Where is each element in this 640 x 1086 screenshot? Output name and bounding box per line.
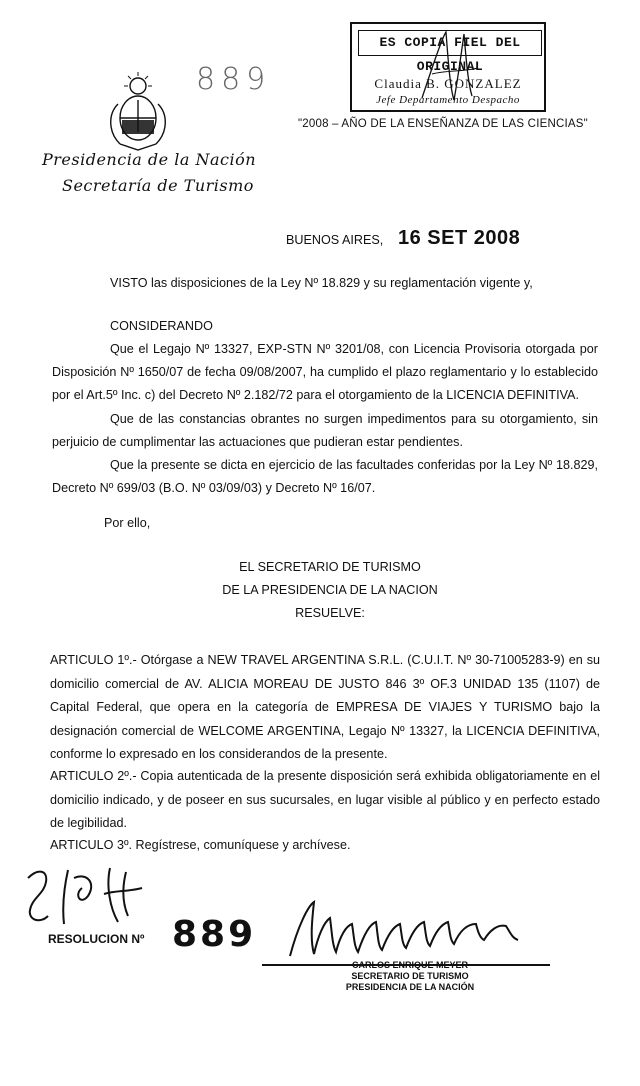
coat-of-arms-icon <box>104 70 172 152</box>
signer-name: CARLOS ENRIQUE MEYER <box>351 960 468 970</box>
signer-block <box>330 960 490 993</box>
por-ello: Por ello, <box>104 516 151 530</box>
signer-title-2: PRESIDENCIA DE LA NACIÓN <box>345 982 475 992</box>
considerando-heading: CONSIDERANDO <box>110 319 213 333</box>
article-1: ARTICULO 1º.- Otórgase a NEW TRAVEL ARGENTINA S.R.L. (C.U.I.T. Nº 30-71005283-9) en su domicilio comercial de AV. ALICIA MOREAU DE JUSTO 846 3º OF.3 UNIDAD 135 (1107) de Capital Federal, que opera en la categoría de EMPRESA DE VIAJES Y TURISMO bajo la designación comercial de WELCOME ARGENTINA, Legajo Nº 13327, la LICENCIA DEFINITIVA, conforme lo expresado en los considerandos de la presente. <box>50 653 600 761</box>
paragraph-2: Que de las constancias obrantes no surgen impedimentos para su otorgamiento, sin perjuicio de cumplimentar las actuaciones que pudieran estar pendientes. <box>52 412 598 449</box>
handwritten-number: 889 <box>196 62 272 97</box>
stamp-role: Jefe Departamento Despacho <box>376 94 520 106</box>
resolve-heading <box>200 556 460 625</box>
heading-line-2: DE LA PRESIDENCIA DE LA NACION <box>222 583 438 597</box>
paragraph-3: Que la presente se dicta en ejercicio de las facultades conferidas por la Ley Nº 18.829, Decreto Nº 699/03 (B.O. Nº 03/09/03) y Decreto Nº 16/07. <box>52 458 598 495</box>
initials-signature <box>18 858 168 938</box>
stamp-signature <box>412 28 492 108</box>
stamp-title: ES COPIA FIEL DEL ORIGINAL <box>358 30 542 56</box>
signer-signature <box>284 896 534 966</box>
heading-line-3: RESUELVE: <box>295 606 365 620</box>
heading-line-1: EL SECRETARIO DE TURISMO <box>239 560 421 574</box>
certified-copy-stamp <box>350 22 546 112</box>
date-value: 16 SET 2008 <box>398 227 521 249</box>
org-presidency: Presidencia de la Nación <box>42 150 257 169</box>
visto-paragraph: VISTO las disposiciones de la Ley Nº 18.829 y su reglamentación vigente y, <box>110 276 533 290</box>
signer-title-1: SECRETARIO DE TURISMO <box>351 971 469 981</box>
org-secretariat: Secretaría de Turismo <box>62 176 254 195</box>
stamp-name: Claudia B. GONZALEZ <box>374 76 522 91</box>
date-place: BUENOS AIRES, <box>286 233 384 247</box>
paragraph-1: Que el Legajo Nº 13327, EXP-STN Nº 3201/08, con Licencia Provisoria otorgada por Disposición Nº 1650/07 de fecha 09/08/2007, ha cumplido el plazo reglamentario y lo establecido por el Art.5º Inc. c) del Decreto Nº 2.182/72 para el otorgamiento de la LICENCIA DEFINITIVA. <box>52 342 598 402</box>
year-motto: "2008 – AÑO DE LA ENSEÑANZA DE LAS CIENCIAS" <box>298 118 588 130</box>
article-2: ARTICULO 2º.- Copia autenticada de la presente disposición será exhibida obligatoriamente en el domicilio indicado, y de poseer en sus sucursales, en lugar visible al público y en perfecto estado de legibilidad. <box>50 769 600 830</box>
resolution-label: RESOLUCION Nº <box>48 932 145 946</box>
resolution-number: 889 <box>172 914 257 955</box>
article-3: ARTICULO 3º. Regístrese, comuníquese y archívese. <box>50 838 351 852</box>
